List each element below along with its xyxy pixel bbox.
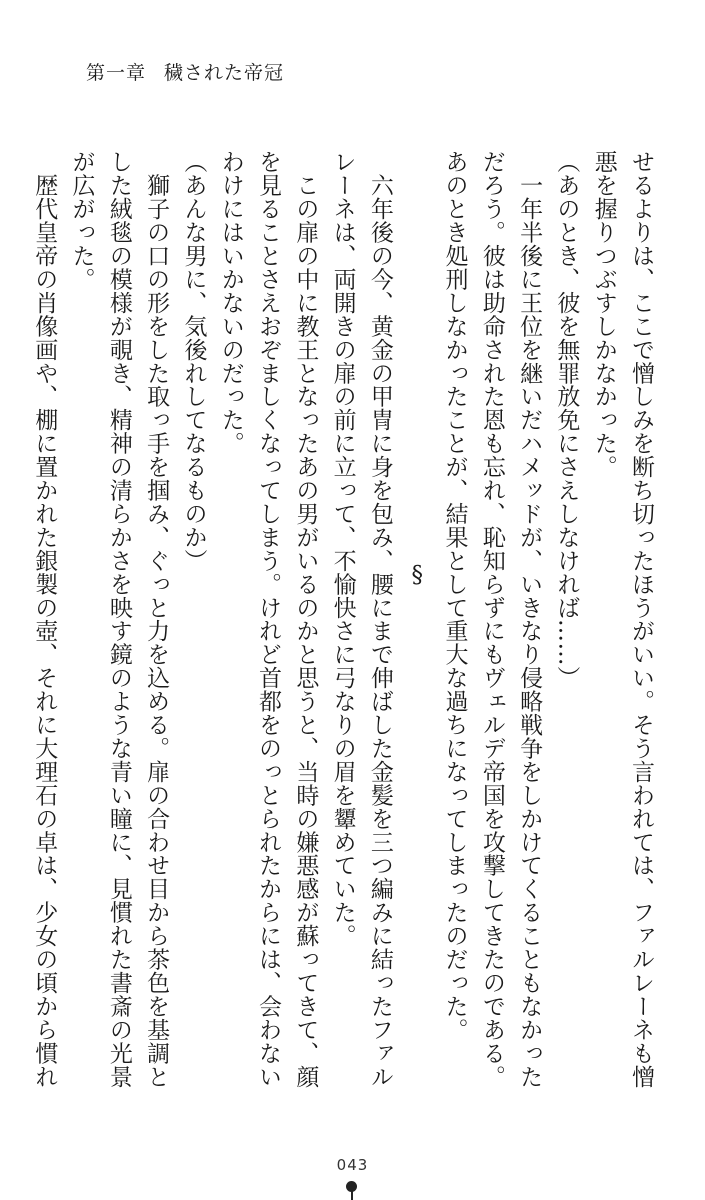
section-mark: § (404, 561, 431, 589)
text-line: した絨毯の模様が覗き、精神の清らかさを映す鏡のような青い瞳に、見慣れた書斎の光景 (105, 150, 132, 1088)
chapter-number: 第一章 (86, 62, 147, 84)
text-line: 一年半後に王位を継いだハメッドが、いきなり侵略戦争をしかけてくることもなかった (516, 150, 543, 1088)
chapter-title: 穢された帝冠 (164, 62, 285, 84)
text-line: （あのとき、彼を無罪放免にさえしなければ……） (553, 150, 580, 690)
text-line: この扉の中に教王となったあの男がいるのかと思うと、当時の嫌悪感が蘇ってきて、顔 (292, 150, 319, 1088)
text-line: 歴代皇帝の肖像画や、棚に置かれた銀製の壺、それに大理石の卓は、少女の頃から慣れ (31, 150, 58, 1088)
text-line: （あんな男に、気後れしてなるものか） (180, 150, 207, 573)
body-text (25, 150, 659, 1089)
text-line: が広がった。 (68, 150, 95, 291)
text-line: 六年後の今、黄金の甲冑に身を包み、腰にまで伸ばした金髪を三つ編みに結ったファル (366, 150, 393, 1089)
text-line: わけにはいかないのだった。 (217, 150, 244, 455)
folio-ornament-stem (351, 1191, 353, 1200)
text-line: 悪を握りつぶすしかなかった。 (590, 150, 617, 479)
running-head (86, 58, 284, 85)
text-line: あのとき処刑しなかったことが、結果として重大な過ちになってしまったのだった。 (441, 150, 468, 1042)
text-line: だろう。彼は助命された恩も忘れ、恥知らずにもヴェルデ帝国を攻撃してきたのである。 (478, 150, 505, 1088)
text-line: 獅子の口の形をした取っ手を掴み、ぐっと力を込める。扉の合わせ目から茶色を基調と (143, 150, 170, 1089)
text-line: レーネは、両開きの扉の前に立って、不愉快さに弓なりの眉を顰めていた。 (329, 150, 356, 948)
text-line: を見ることさえおぞましくなってしまう。けれど首都をのっとられたからには、会わない (255, 150, 282, 1088)
page-number: 043 (336, 1156, 369, 1174)
text-line: せるよりは、ここで憎しみを断ち切ったほうがいい。そう言われては、ファルレーネも憎 (628, 150, 654, 1088)
